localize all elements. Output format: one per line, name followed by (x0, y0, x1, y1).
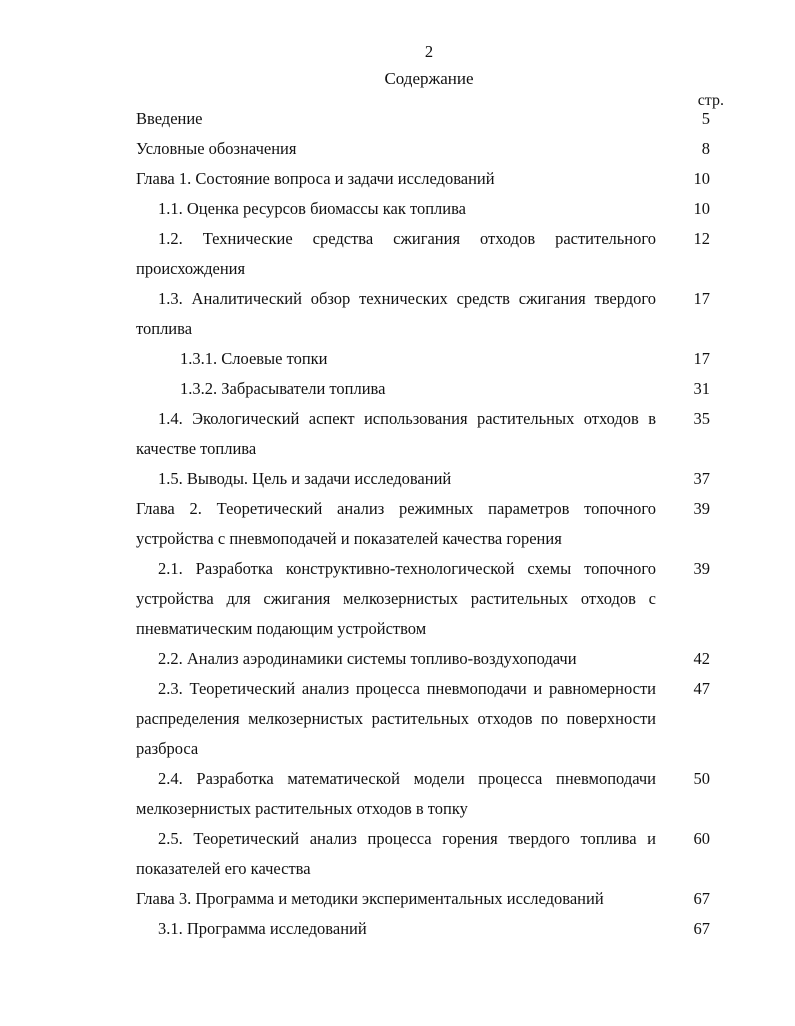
toc-entry-text: 1.4. Экологический аспект использования растительных отходов в качестве топлива (136, 409, 656, 458)
toc-entry (136, 824, 716, 884)
toc-entry-text: Глава 3. Программа и методики экспериментальных исследований (136, 889, 604, 908)
toc-entry-text: 2.5. Теоретический анализ процесса горения твердого топлива и показателей его качества (136, 829, 656, 878)
toc-entry (136, 674, 716, 764)
toc-entry-text: 1.2. Технические средства сжигания отходов растительного происхождения (136, 229, 656, 278)
page-title: Содержание (384, 69, 474, 88)
toc-entry (136, 284, 716, 344)
toc-entry (136, 374, 716, 404)
toc-entry-text: 1.3.2. Забрасыватели топлива (180, 379, 386, 398)
toc-entry-page: 5 (701, 109, 710, 128)
toc-entry (136, 404, 716, 464)
page-number: 2 (424, 42, 434, 61)
toc-entry (136, 164, 716, 194)
toc-entry (136, 344, 716, 374)
toc-entry-page: 17 (693, 349, 710, 368)
toc-entry-page: 37 (693, 469, 710, 488)
toc-entry-page: 67 (693, 889, 710, 908)
toc-entry-page: 50 (693, 769, 710, 788)
toc-entry (136, 494, 716, 554)
toc-entry-text: 1.3.1. Слоевые топки (180, 349, 328, 368)
toc-entry-page: 8 (701, 139, 710, 158)
toc-entry-text: 2.2. Анализ аэродинамики системы топливо-воздухоподачи (158, 649, 577, 668)
table-of-contents (136, 104, 716, 944)
toc-entry-page: 47 (693, 679, 710, 698)
toc-entry-page: 39 (693, 559, 710, 578)
toc-entry (136, 644, 716, 674)
toc-entry-page: 17 (693, 289, 710, 308)
toc-entry-text: Введение (136, 109, 203, 128)
toc-entry-text: 2.1. Разработка конструктивно-технологической схемы топочного устройства для сжигания мелкозернистых растительных отходов с пневматическим подающим устройством (136, 559, 656, 638)
toc-entry (136, 224, 716, 284)
toc-entry (136, 884, 716, 914)
toc-entry (136, 464, 716, 494)
toc-entry-page: 10 (693, 169, 710, 188)
toc-entry-text: Глава 2. Теоретический анализ режимных параметров топочного устройства с пневмоподачей и показателей качества горения (136, 499, 656, 548)
toc-entry-text: Условные обозначения (136, 139, 297, 158)
toc-entry-page: 10 (693, 199, 710, 218)
toc-entry-text: 3.1. Программа исследований (158, 919, 367, 938)
toc-entry-text: 1.3. Аналитический обзор технических средств сжигания твердого топлива (136, 289, 656, 338)
toc-entry (136, 554, 716, 644)
toc-entry (136, 914, 716, 944)
toc-entry-text: Глава 1. Состояние вопроса и задачи исследований (136, 169, 495, 188)
toc-entry (136, 764, 716, 824)
toc-entry (136, 134, 716, 164)
toc-entry-page: 12 (693, 229, 710, 248)
toc-entry-page: 42 (693, 649, 710, 668)
toc-entry-text: 1.1. Оценка ресурсов биомассы как топлива (158, 199, 467, 218)
toc-entry-page: 67 (693, 919, 710, 938)
toc-entry-text: 1.5. Выводы. Цель и задачи исследований (158, 469, 452, 488)
toc-entry (136, 104, 716, 134)
page-column-header: стр. (697, 92, 724, 109)
toc-entry-page: 31 (693, 379, 710, 398)
toc-entry-page: 60 (693, 829, 710, 848)
toc-entry-text: 2.3. Теоретический анализ процесса пневмоподачи и равномерности распределения мелкозернистых растительных отходов по поверхности разброса (136, 679, 656, 758)
toc-entry-text: 2.4. Разработка математической модели процесса пневмоподачи мелкозернистых растительных отходов в топку (136, 769, 656, 818)
toc-entry (136, 194, 716, 224)
toc-entry-page: 35 (693, 409, 710, 428)
toc-entry-page: 39 (693, 499, 710, 518)
